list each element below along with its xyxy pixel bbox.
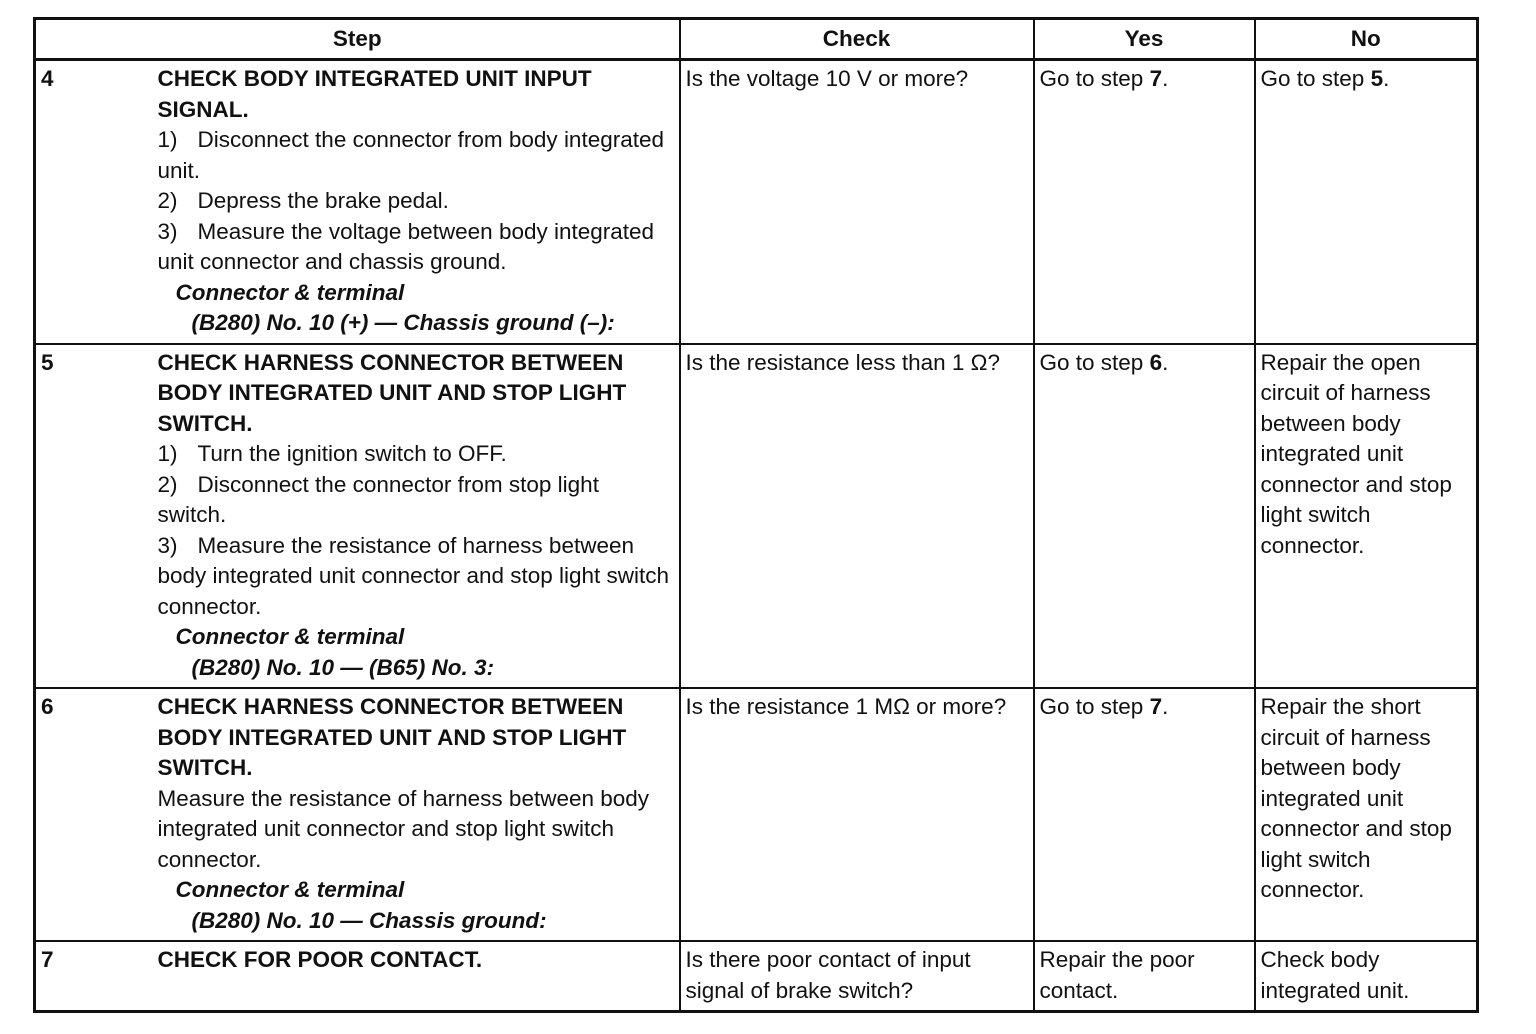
connector-label: Connector & terminal: [175, 279, 405, 305]
step-title: CHECK FOR POOR CONTACT.: [157, 947, 483, 972]
step-description: [153, 60, 680, 344]
substep: 1) Turn the ignition switch to OFF.: [157, 441, 507, 466]
step-ref: 7: [1149, 66, 1163, 91]
step-ref: 5: [1370, 66, 1384, 91]
step-title: CHECK HARNESS CONNECTOR BETWEEN BODY INTEGRATED UNIT AND STOP LIGHT SWITCH.: [157, 694, 627, 780]
header-step: Step: [35, 19, 680, 60]
check-cell: Is the voltage 10 V or more?: [680, 60, 1034, 344]
table-row: [35, 688, 1478, 941]
step-description: [153, 688, 680, 941]
substep: 3) Measure the resistance of harness between body integrated unit connector and stop light switch connector.: [157, 532, 670, 619]
no-cell: Go to step 5.: [1255, 60, 1478, 344]
table-row: [35, 941, 1478, 1012]
header-no: No: [1255, 19, 1478, 60]
step-ref: 7: [1149, 694, 1163, 719]
check-cell: Is there poor contact of input signal of brake switch?: [680, 941, 1034, 1012]
substep: 2) Disconnect the connector from stop light switch.: [157, 471, 599, 527]
yes-cell: Go to step 7.: [1034, 60, 1255, 344]
table-row: [35, 344, 1478, 689]
step-title: CHECK HARNESS CONNECTOR BETWEEN BODY INTEGRATED UNIT AND STOP LIGHT SWITCH.: [157, 349, 627, 436]
step-title: CHECK BODY INTEGRATED UNIT INPUT SIGNAL.: [157, 66, 592, 122]
step-description: [153, 941, 680, 1012]
step-ref: 6: [1149, 349, 1163, 375]
header-check: Check: [680, 19, 1034, 60]
check-cell: Is the resistance less than 1 Ω?: [680, 344, 1034, 689]
connector-value: (B280) No. 10 — (B65) No. 3:: [191, 654, 495, 680]
step-number: 6: [35, 688, 153, 941]
table-row: [35, 60, 1478, 344]
step-number: 4: [35, 60, 153, 344]
header-yes: Yes: [1034, 19, 1255, 60]
connector-label: Connector & terminal: [175, 624, 405, 649]
connector-value: (B280) No. 10 — Chassis ground:: [191, 907, 547, 933]
yes-cell: Go to step 7.: [1034, 688, 1255, 941]
connector-value: (B280) No. 10 (+) — Chassis ground (–):: [191, 310, 615, 335]
header-row: [35, 19, 1478, 60]
check-cell: Is the resistance 1 MΩ or more?: [680, 688, 1034, 941]
substep: 2) Depress the brake pedal.: [157, 188, 449, 213]
no-cell: Repair the short circuit of harness between body integrated unit connector and stop light switch connector.: [1255, 688, 1478, 941]
step-description: [153, 344, 680, 689]
step-number: 5: [35, 344, 153, 689]
step-number: 7: [35, 941, 153, 1012]
yes-cell: Repair the poor contact.: [1034, 941, 1255, 1012]
no-cell: Repair the open circuit of harness between body integrated unit connector and stop light switch connector.: [1255, 344, 1478, 689]
diagnostic-table: [33, 17, 1479, 1013]
step-body: Measure the resistance of harness between body integrated unit connector and stop light switch connector.: [157, 785, 650, 872]
substep: 1) Disconnect the connector from body integrated unit.: [157, 127, 665, 183]
connector-label: Connector & terminal: [175, 877, 405, 902]
yes-cell: Go to step 6.: [1034, 344, 1255, 689]
substep: 3) Measure the voltage between body integrated unit connector and chassis ground.: [157, 218, 655, 274]
no-cell: Check body integrated unit.: [1255, 941, 1478, 1012]
